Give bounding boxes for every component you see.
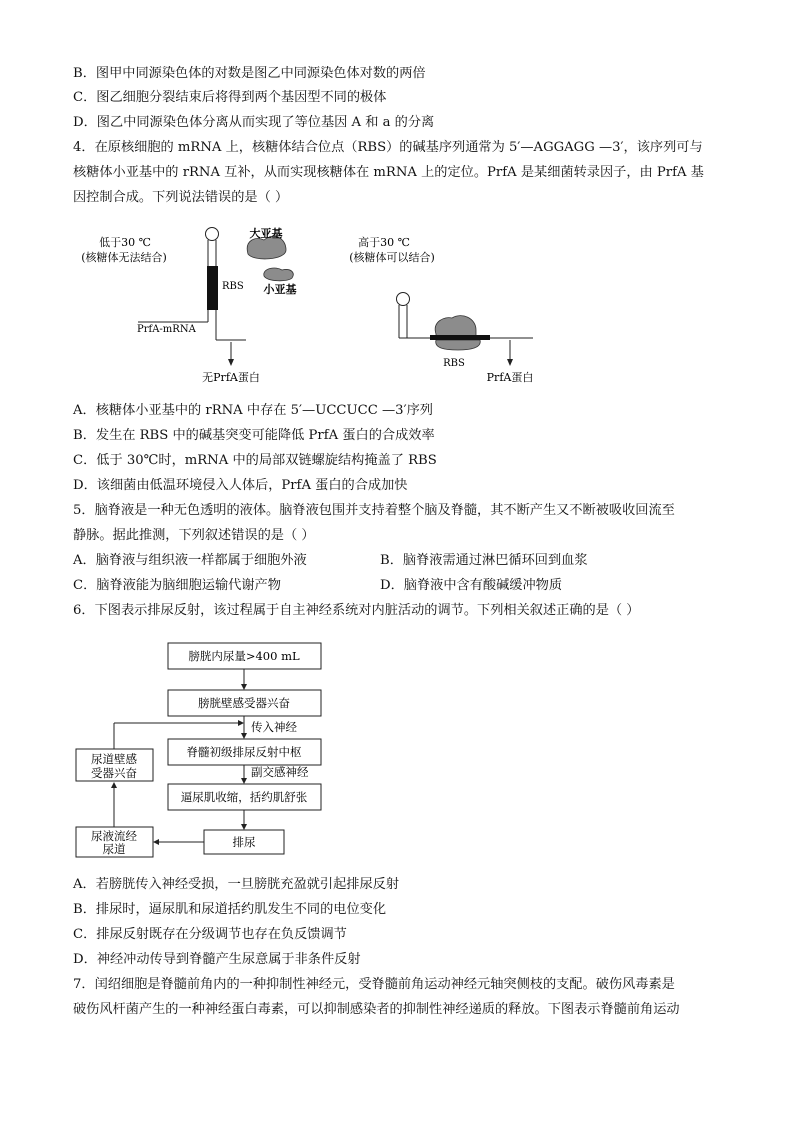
q6-option-a: A．若膀胱传入神经受损，一旦膀胱充盈就引起排尿反射 [73, 877, 400, 892]
right-condition-note: (核糖体可以结合) [349, 251, 435, 264]
right-arrow-head [507, 359, 513, 366]
left-arrow-head [228, 359, 234, 366]
q4-option-a: A．核糖体小亚基中的 rRNA 中存在 5′—UCCUCC —3′序列 [73, 403, 433, 418]
q7-stem-line-1: 7．闰绍细胞是脊髓前角内的一种抑制性神经元，受脊髓前角运动神经元轴突侧枝的支配。破伤风毒素是 [73, 977, 675, 992]
q6-option-d: D．神经冲动传导到脊髓产生尿意属于非条件反射 [73, 952, 361, 967]
q4-stem-line-1: 4．在原核细胞的 mRNA 上，核糖体结合位点（RBS）的碱基序列通常为 5′—AGGAGG —3′，该序列可与 [73, 140, 703, 155]
large-subunit-label: 大亚基 [249, 227, 283, 240]
q5-stem-line-1: 5．脑脊液是一种无色透明的液体。脑脊液包围并支持着整个脑及脊髓，其不断产生又不断被吸收回流至 [73, 503, 675, 518]
q7-stem-line-2: 破伤风杆菌产生的一种神经蛋白毒素，可以抑制感染者的抑制性神经递质的释放。下图表示脊髓前角运动 [73, 1002, 680, 1017]
flow-box-muscle-text: 逼尿肌收缩，括约肌舒张 [180, 790, 308, 804]
small-subunit-label: 小亚基 [263, 283, 297, 296]
prfa-protein-label: PrfA蛋白 [486, 371, 534, 384]
flow-box-bladder-receptor-text: 膀胱壁感受器兴奋 [198, 696, 290, 710]
q6-stem: 6．下图表示排尿反射，该过程属于自主神经系统对内脏活动的调节。下列相关叙述正确的是（ ） [73, 603, 640, 618]
flow-arrow-1-head [241, 684, 247, 690]
q3-option-c: C．图乙细胞分裂结束后将得到两个基因型不同的极体 [73, 90, 387, 105]
bound-large-subunit [435, 316, 476, 336]
left-condition-note: (核糖体无法结合) [81, 251, 167, 264]
q4-stem-line-3: 因控制合成。下列说法错误的是（ ） [73, 190, 289, 205]
right-condition-temp: 高于30 ℃ [358, 236, 410, 249]
flow-arrow-4-head [241, 824, 247, 830]
q3-option-b: B．图甲中同源染色体的对数是图乙中同源染色体对数的两倍 [73, 66, 426, 81]
flow-arrow-6-head [111, 782, 117, 788]
bound-small-subunit [436, 340, 480, 350]
q5-option-b: B．脑脊液需通过淋巴循环回到血浆 [380, 553, 588, 568]
q4-option-c: C．低于 30℃时，mRNA 中的局部双链螺旋结构掩盖了 RBS [73, 453, 437, 468]
q6-option-c: C．排尿反射既存在分级调节也存在负反馈调节 [73, 927, 347, 942]
flow-arrow-2-head [241, 733, 247, 739]
q4-stem-line-2: 核糖体小亚基中的 rRNA 互补，从而实现核糖体在 mRNA 上的定位。PrfA 是某细菌转录因子，由 PrfA 基 [73, 165, 704, 180]
flow-box-urethra-receptor-text-1: 尿道壁感 [91, 752, 137, 766]
urination-reflex-flowchart [76, 643, 321, 857]
flow-box-spinal-center-text: 脊髓初级排尿反射中枢 [186, 745, 302, 759]
flow-parasympathetic-label: 副交感神经 [251, 765, 309, 779]
flow-arrow-3-head [241, 778, 247, 784]
q6-option-b: B．排尿时，逼尿肌和尿道括约肌发生不同的电位变化 [73, 902, 387, 917]
small-subunit-shape [264, 268, 293, 281]
right-hairpin-loop [397, 293, 410, 306]
flow-box-urination-text: 排尿 [232, 835, 256, 849]
prfa-mrna-label: PrfA-mRNA [137, 324, 196, 335]
flow-arrow-5-head [153, 839, 159, 845]
flow-afferent-nerve-label: 传入神经 [251, 720, 297, 734]
flow-box-urine-urethra-text-2: 尿道 [102, 842, 126, 856]
left-rbs-block [207, 266, 218, 310]
no-prfa-protein-label: 无PrfA蛋白 [202, 371, 260, 384]
q4-option-d: D．该细菌由低温环境侵入人体后，PrfA 蛋白的合成加快 [73, 478, 408, 493]
flow-box-urine-urethra-text-1: 尿液流经 [91, 829, 137, 843]
flow-box-bladder-volume-text: 膀胱内尿量>400 mL [188, 649, 300, 663]
q3-option-d: D．图乙中同源染色体分离从而实现了等位基因 A 和 a 的分离 [73, 115, 435, 130]
left-condition-temp: 低于30 ℃ [99, 236, 151, 249]
left-hairpin-loop [206, 228, 219, 241]
right-rbs-block [430, 335, 490, 340]
flow-feedback-head [238, 720, 244, 726]
q5-option-d: D．脑脊液中含有酸碱缓冲物质 [380, 578, 563, 593]
q4-option-b: B．发生在 RBS 中的碱基突变可能降低 PrfA 蛋白的合成效率 [73, 428, 435, 443]
q5-option-a: A．脑脊液与组织液一样都属于细胞外液 [73, 553, 307, 568]
q5-stem-line-2: 静脉。据此推测，下列叙述错误的是（ ） [73, 528, 315, 543]
flow-box-urethra-receptor-text-2: 受器兴奋 [91, 766, 137, 780]
right-rbs-label: RBS [443, 358, 465, 369]
left-rbs-label: RBS [222, 281, 244, 292]
q5-option-c: C．脑脊液能为脑细胞运输代谢产物 [73, 578, 281, 593]
